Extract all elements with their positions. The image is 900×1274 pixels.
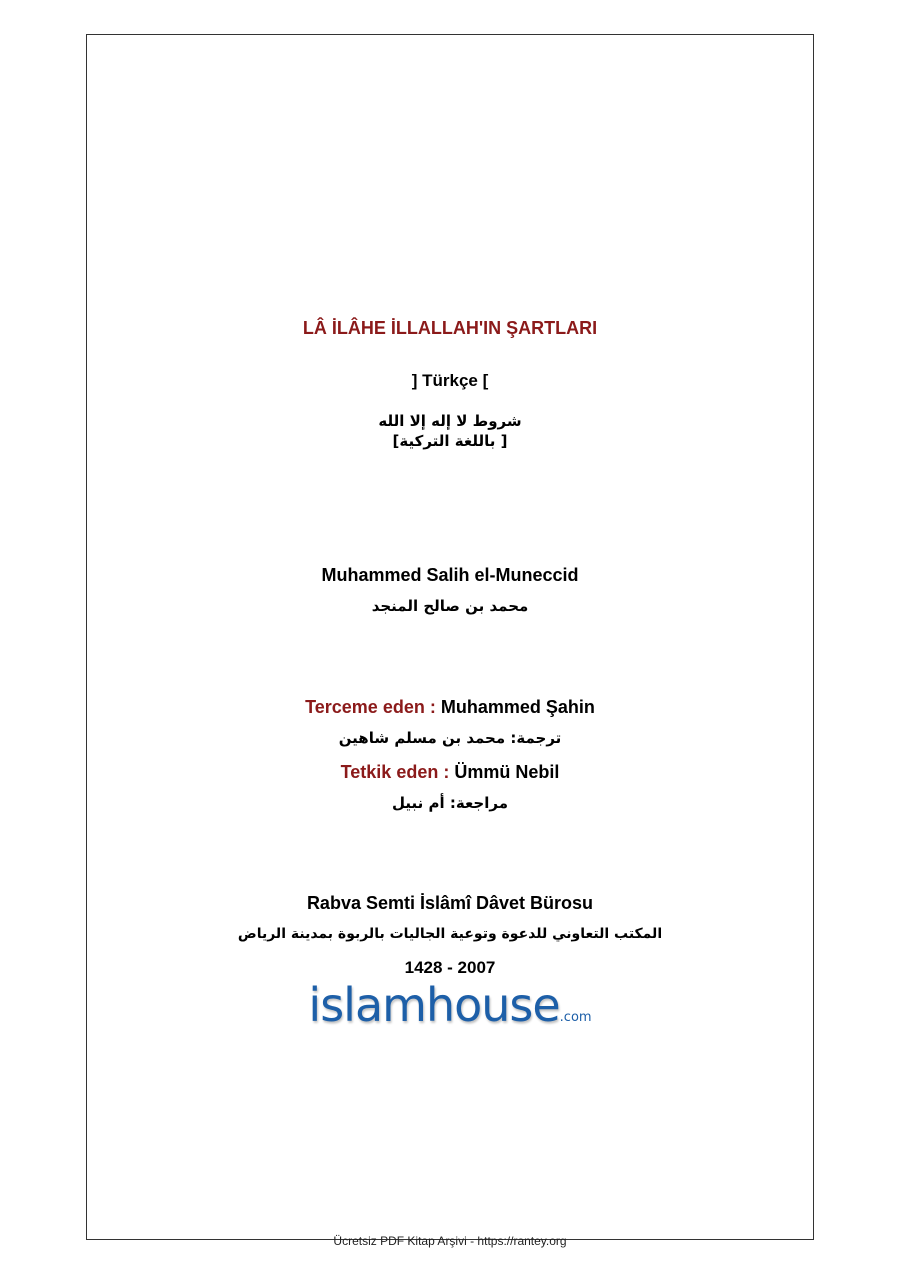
translator-name: Muhammed Şahin	[440, 697, 595, 717]
reviewer-name: Ümmü Nebil	[454, 762, 560, 782]
arabic-title: شروط لا إله إلا الله	[378, 412, 522, 430]
translator-credit-arabic: ترجمة: محمد بن مسلم شاهين	[338, 729, 562, 747]
publisher-office-arabic: المكتب التعاوني للدعوة وتوعية الجاليات بالربوة بمدينة الرياض	[237, 926, 663, 942]
arabic-language-label: [ باللغة التركية]	[392, 432, 508, 450]
language-label: ] Türkçe [	[411, 371, 489, 390]
publisher-office: Rabva Semti İslâmî Dâvet Bürosu	[306, 893, 594, 913]
reviewer-credit-arabic: مراجعة: أم نبيل	[392, 794, 508, 812]
translator-credit	[0, 697, 900, 718]
translator-label: Terceme eden :	[305, 697, 436, 717]
logo-wordmark: islamhouse	[308, 978, 560, 1032]
reviewer-credit	[0, 762, 900, 783]
logo-domain-suffix: .com	[559, 1010, 592, 1025]
author-name-arabic: محمد بن صالح المنجد	[371, 597, 529, 615]
page-frame	[86, 34, 814, 1240]
reviewer-label: Tetkik eden :	[340, 762, 450, 782]
footer-note: Ücretsiz PDF Kitap Arşivi - https://rantey.org	[333, 1234, 567, 1248]
publication-year: 1428 - 2007	[404, 958, 496, 977]
document-title: LÂ İLÂHE İLLALLAH'IN ŞARTLARI	[302, 318, 598, 338]
author-name: Muhammed Salih el-Muneccid	[321, 565, 579, 585]
islamhouse-logo	[0, 978, 900, 1032]
arabic-title-block	[0, 411, 900, 451]
